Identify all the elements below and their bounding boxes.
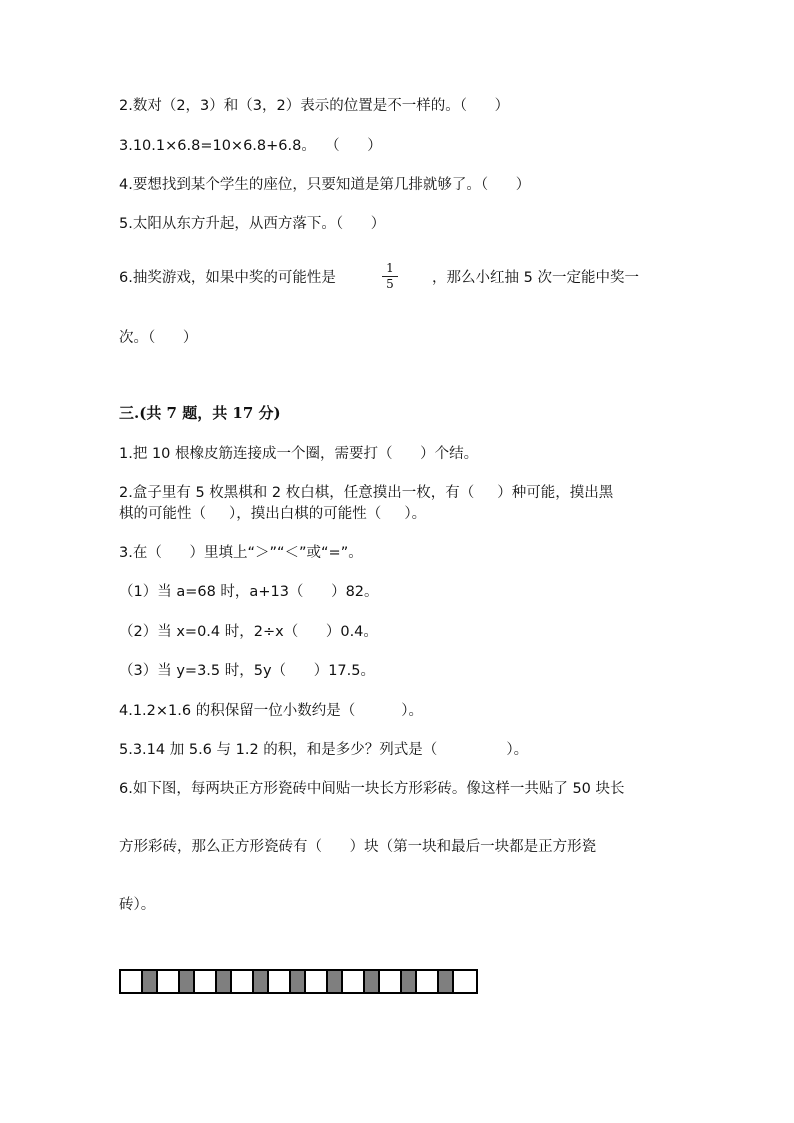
rectangular-tile: [254, 971, 269, 992]
question-3-5: 5.3.14 加 5.6 与 1.2 的积，和是多少？列式是（ ）。: [119, 742, 529, 758]
square-tile: [380, 971, 402, 992]
square-tile: [121, 971, 143, 992]
square-tile: [269, 971, 291, 992]
question-3-3-3: （3）当 y=3.5 时，5y（ ）17.5。: [119, 663, 375, 679]
rectangular-tile: [180, 971, 195, 992]
question-3-4: 4.1.2×1.6 的积保留一位小数约是（ ）。: [119, 703, 424, 719]
question-3-3: 3.在（ ）里填上“＞”“＜”或“=”。: [119, 545, 363, 561]
rectangular-tile: [365, 971, 380, 992]
fraction-denominator: 5: [386, 277, 394, 291]
question-3-2-line2: 棋的可能性（ ），摸出白棋的可能性（ ）。: [119, 506, 427, 522]
question-3-6-line3: 砖）。: [119, 897, 156, 913]
square-tile: [158, 971, 180, 992]
fraction-one-fifth: [382, 262, 398, 291]
question-3-3-1: （1）当 a=68 时，a+13（ ）82。: [119, 584, 379, 600]
rectangular-tile: [217, 971, 232, 992]
rectangular-tile: [143, 971, 158, 992]
tile-strip-figure: [119, 969, 478, 994]
question-2-2: 2.数对（2，3）和（3，2）表示的位置是不一样的。（ ）: [119, 98, 510, 114]
square-tile: [343, 971, 365, 992]
question-3-2-line1: 2.盒子里有 5 枚黑棋和 2 枚白棋，任意摸出一枚，有（ ）种可能，摸出黑: [119, 485, 614, 501]
rectangular-tile: [291, 971, 306, 992]
question-3-6-line1: 6.如下图，每两块正方形瓷砖中间贴一块长方形彩砖。像这样一共贴了 50 块长: [119, 781, 625, 797]
square-tile: [454, 971, 476, 992]
question-2-4: 4.要想找到某个学生的座位，只要知道是第几排就够了。（ ）: [119, 177, 531, 193]
question-2-6-line2: 次。（ ）: [119, 330, 198, 346]
square-tile: [232, 971, 254, 992]
question-3-3-2: （2）当 x=0.4 时，2÷x（ ）0.4。: [119, 624, 378, 640]
question-2-5: 5.太阳从东方升起，从西方落下。（ ）: [119, 216, 386, 232]
square-tile: [417, 971, 439, 992]
section-3-heading: 三.(共 7 题，共 17 分): [119, 404, 281, 422]
question-3-6-line2: 方形彩砖，那么正方形瓷砖有（ ）块（第一块和最后一块都是正方形瓷: [119, 839, 597, 855]
question-3-1: 1.把 10 根橡皮筋连接成一个圈，需要打（ ）个结。: [119, 446, 479, 462]
rectangular-tile: [402, 971, 417, 992]
question-2-6-text: 6.抽奖游戏，如果中奖的可能性是: [119, 270, 336, 286]
square-tile: [195, 971, 217, 992]
question-2-6-text-cont: ，那么小红抽 5 次一定能中奖一: [432, 270, 639, 286]
fraction-numerator: 1: [386, 261, 394, 275]
square-tile: [306, 971, 328, 992]
rectangular-tile: [439, 971, 454, 992]
question-2-3: 3.10.1×6.8=10×6.8+6.8。 （ ）: [119, 138, 382, 154]
rectangular-tile: [328, 971, 343, 992]
